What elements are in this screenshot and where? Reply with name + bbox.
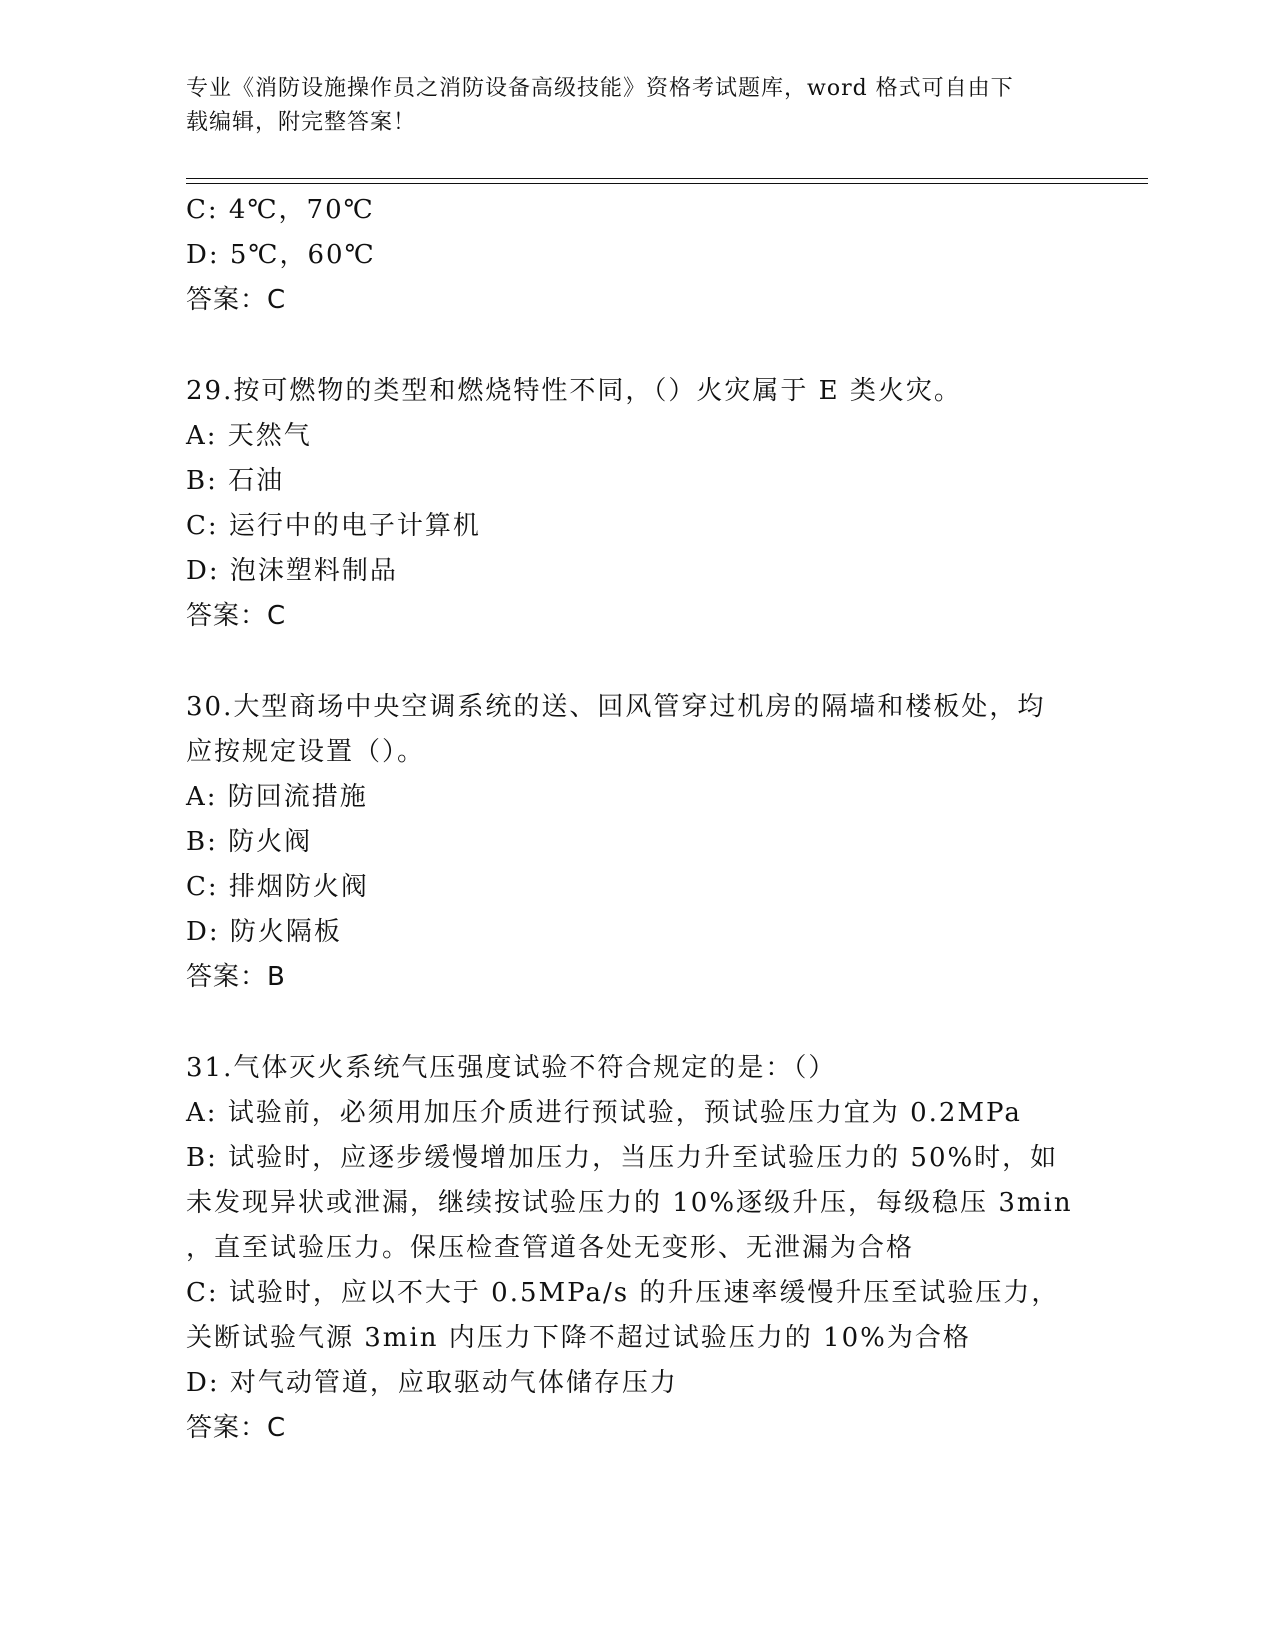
spacer	[186, 323, 1086, 369]
question-stem: 29.按可燃物的类型和燃烧特性不同，（）火灾属于 E 类火灾。	[186, 376, 962, 406]
question-stem-line-2: 应按规定设置（）。	[186, 737, 426, 767]
option-b: B: 防火阀	[186, 827, 313, 857]
header-divider-top	[186, 178, 1148, 179]
option-d: D: 泡沫塑料制品	[186, 556, 398, 586]
answer: 答案：C	[186, 601, 287, 631]
answer: 答案：C	[186, 285, 287, 315]
option-d: D: 对气动管道，应取驱动气体储存压力	[186, 1368, 678, 1398]
option-b: B: 石油	[186, 466, 285, 496]
option-a: A: 试验前，必须用加压介质进行预试验，预试验压力宜为 0.2MPa	[186, 1098, 1022, 1128]
option-a: A: 防回流措施	[186, 782, 368, 812]
header-line-2: 载编辑，附完整答案！	[186, 110, 417, 135]
document-header	[186, 72, 1066, 140]
answer: 答案：B	[186, 962, 286, 992]
question-30	[186, 685, 1086, 1000]
option-b-line-3: ，直至试验压力。保压检查管道各处无变形、无泄漏为合格	[186, 1233, 915, 1263]
question-list	[186, 188, 1086, 1451]
header-line-1: 专业《消防设施操作员之消防设备高级技能》资格考试题库，word 格式可自由下	[186, 76, 1014, 101]
question-31	[186, 1046, 1086, 1451]
option-a: A: 天然气	[186, 421, 312, 451]
option-b-line-2: 未发现异状或泄漏，继续按试验压力的 10%逐级升压，每级稳压 3min	[186, 1188, 1073, 1218]
option-c-line-2: 关断试验气源 3min 内压力下降不超过试验压力的 10%为合格	[186, 1323, 971, 1353]
answer: 答案：C	[186, 1413, 287, 1443]
option-b-line-1: B: 试验时，应逐步缓慢增加压力，当压力升至试验压力的 50%时，如	[186, 1143, 1059, 1173]
question-stem-line-1: 30.大型商场中央空调系统的送、回风管穿过机房的隔墙和楼板处，均	[186, 692, 1046, 722]
option-c-line-1: C: 试验时，应以不大于 0.5MPa/s 的升压速率缓慢升压至试验压力，	[186, 1278, 1060, 1308]
option-c: C: 运行中的电子计算机	[186, 511, 481, 541]
option-d: D: 防火隔板	[186, 917, 342, 947]
question-stem: 31.气体灭火系统气压强度试验不符合规定的是：（）	[186, 1053, 837, 1083]
question-29	[186, 369, 1086, 639]
header-divider-bottom	[186, 183, 1148, 184]
spacer	[186, 639, 1086, 685]
option-c: C: 排烟防火阀	[186, 872, 369, 902]
option-d: D: 5℃，60℃	[186, 240, 376, 270]
question-28-continued	[186, 188, 1086, 323]
spacer	[186, 1000, 1086, 1046]
option-c: C: 4℃，70℃	[186, 195, 375, 225]
